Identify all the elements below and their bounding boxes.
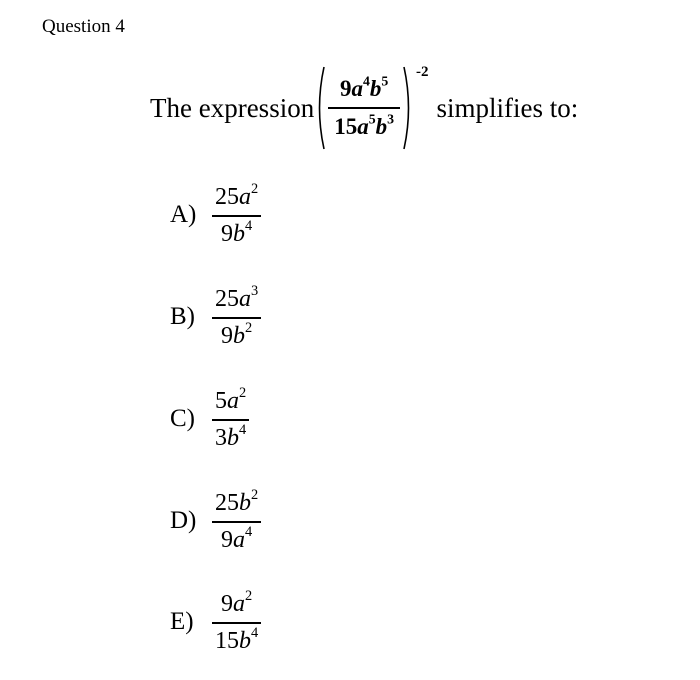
choice-denominator: $9b^2$ — [221, 319, 253, 349]
expression-fraction — [328, 74, 400, 142]
left-paren — [314, 65, 326, 151]
choice-numerator: $25b^2$ — [215, 487, 259, 516]
choice-fraction — [212, 489, 261, 554]
outer-exponent: -2 — [416, 64, 429, 80]
question-stem — [150, 62, 578, 154]
choice-denominator: $9a^4$ — [221, 523, 253, 553]
expression-numerator: $9a^4b^5$ — [339, 73, 389, 102]
choice-b[interactable] — [170, 285, 261, 350]
choice-denominator: $9b^4$ — [221, 217, 253, 247]
choice-numerator: $25a^3$ — [215, 283, 259, 312]
choice-letter: A) — [170, 201, 197, 229]
fraction-bar — [212, 521, 261, 523]
fraction-bar — [212, 419, 249, 421]
choice-numerator: $25a^2$ — [215, 181, 259, 210]
stem-prefix: The expression — [150, 92, 315, 123]
expression-denominator: $15a^5b^3$ — [334, 111, 395, 139]
choice-letter: B) — [170, 303, 195, 331]
fraction-bar — [212, 622, 261, 624]
question-label: Question 4 — [42, 16, 125, 37]
choice-fraction — [212, 590, 261, 655]
choice-fraction — [212, 387, 249, 452]
choice-fraction — [212, 183, 261, 248]
choice-numerator: $5a^2$ — [215, 385, 247, 414]
choice-numerator: $9a^2$ — [221, 588, 253, 617]
choice-fraction — [212, 285, 261, 350]
choice-letter: E) — [170, 608, 194, 636]
choice-denominator: $15b^4$ — [215, 624, 259, 654]
right-paren — [402, 65, 414, 151]
choice-e[interactable] — [170, 590, 261, 655]
fraction-bar — [328, 107, 400, 109]
choice-d[interactable] — [170, 489, 261, 554]
stem-suffix: simplifies to: — [436, 92, 579, 123]
choice-letter: D) — [170, 507, 197, 535]
choice-letter: C) — [170, 405, 195, 433]
choice-c[interactable] — [170, 387, 249, 452]
fraction-bar — [212, 215, 261, 217]
choice-a[interactable] — [170, 183, 261, 248]
choice-denominator: $3b^4$ — [215, 421, 247, 451]
fraction-bar — [212, 317, 261, 319]
